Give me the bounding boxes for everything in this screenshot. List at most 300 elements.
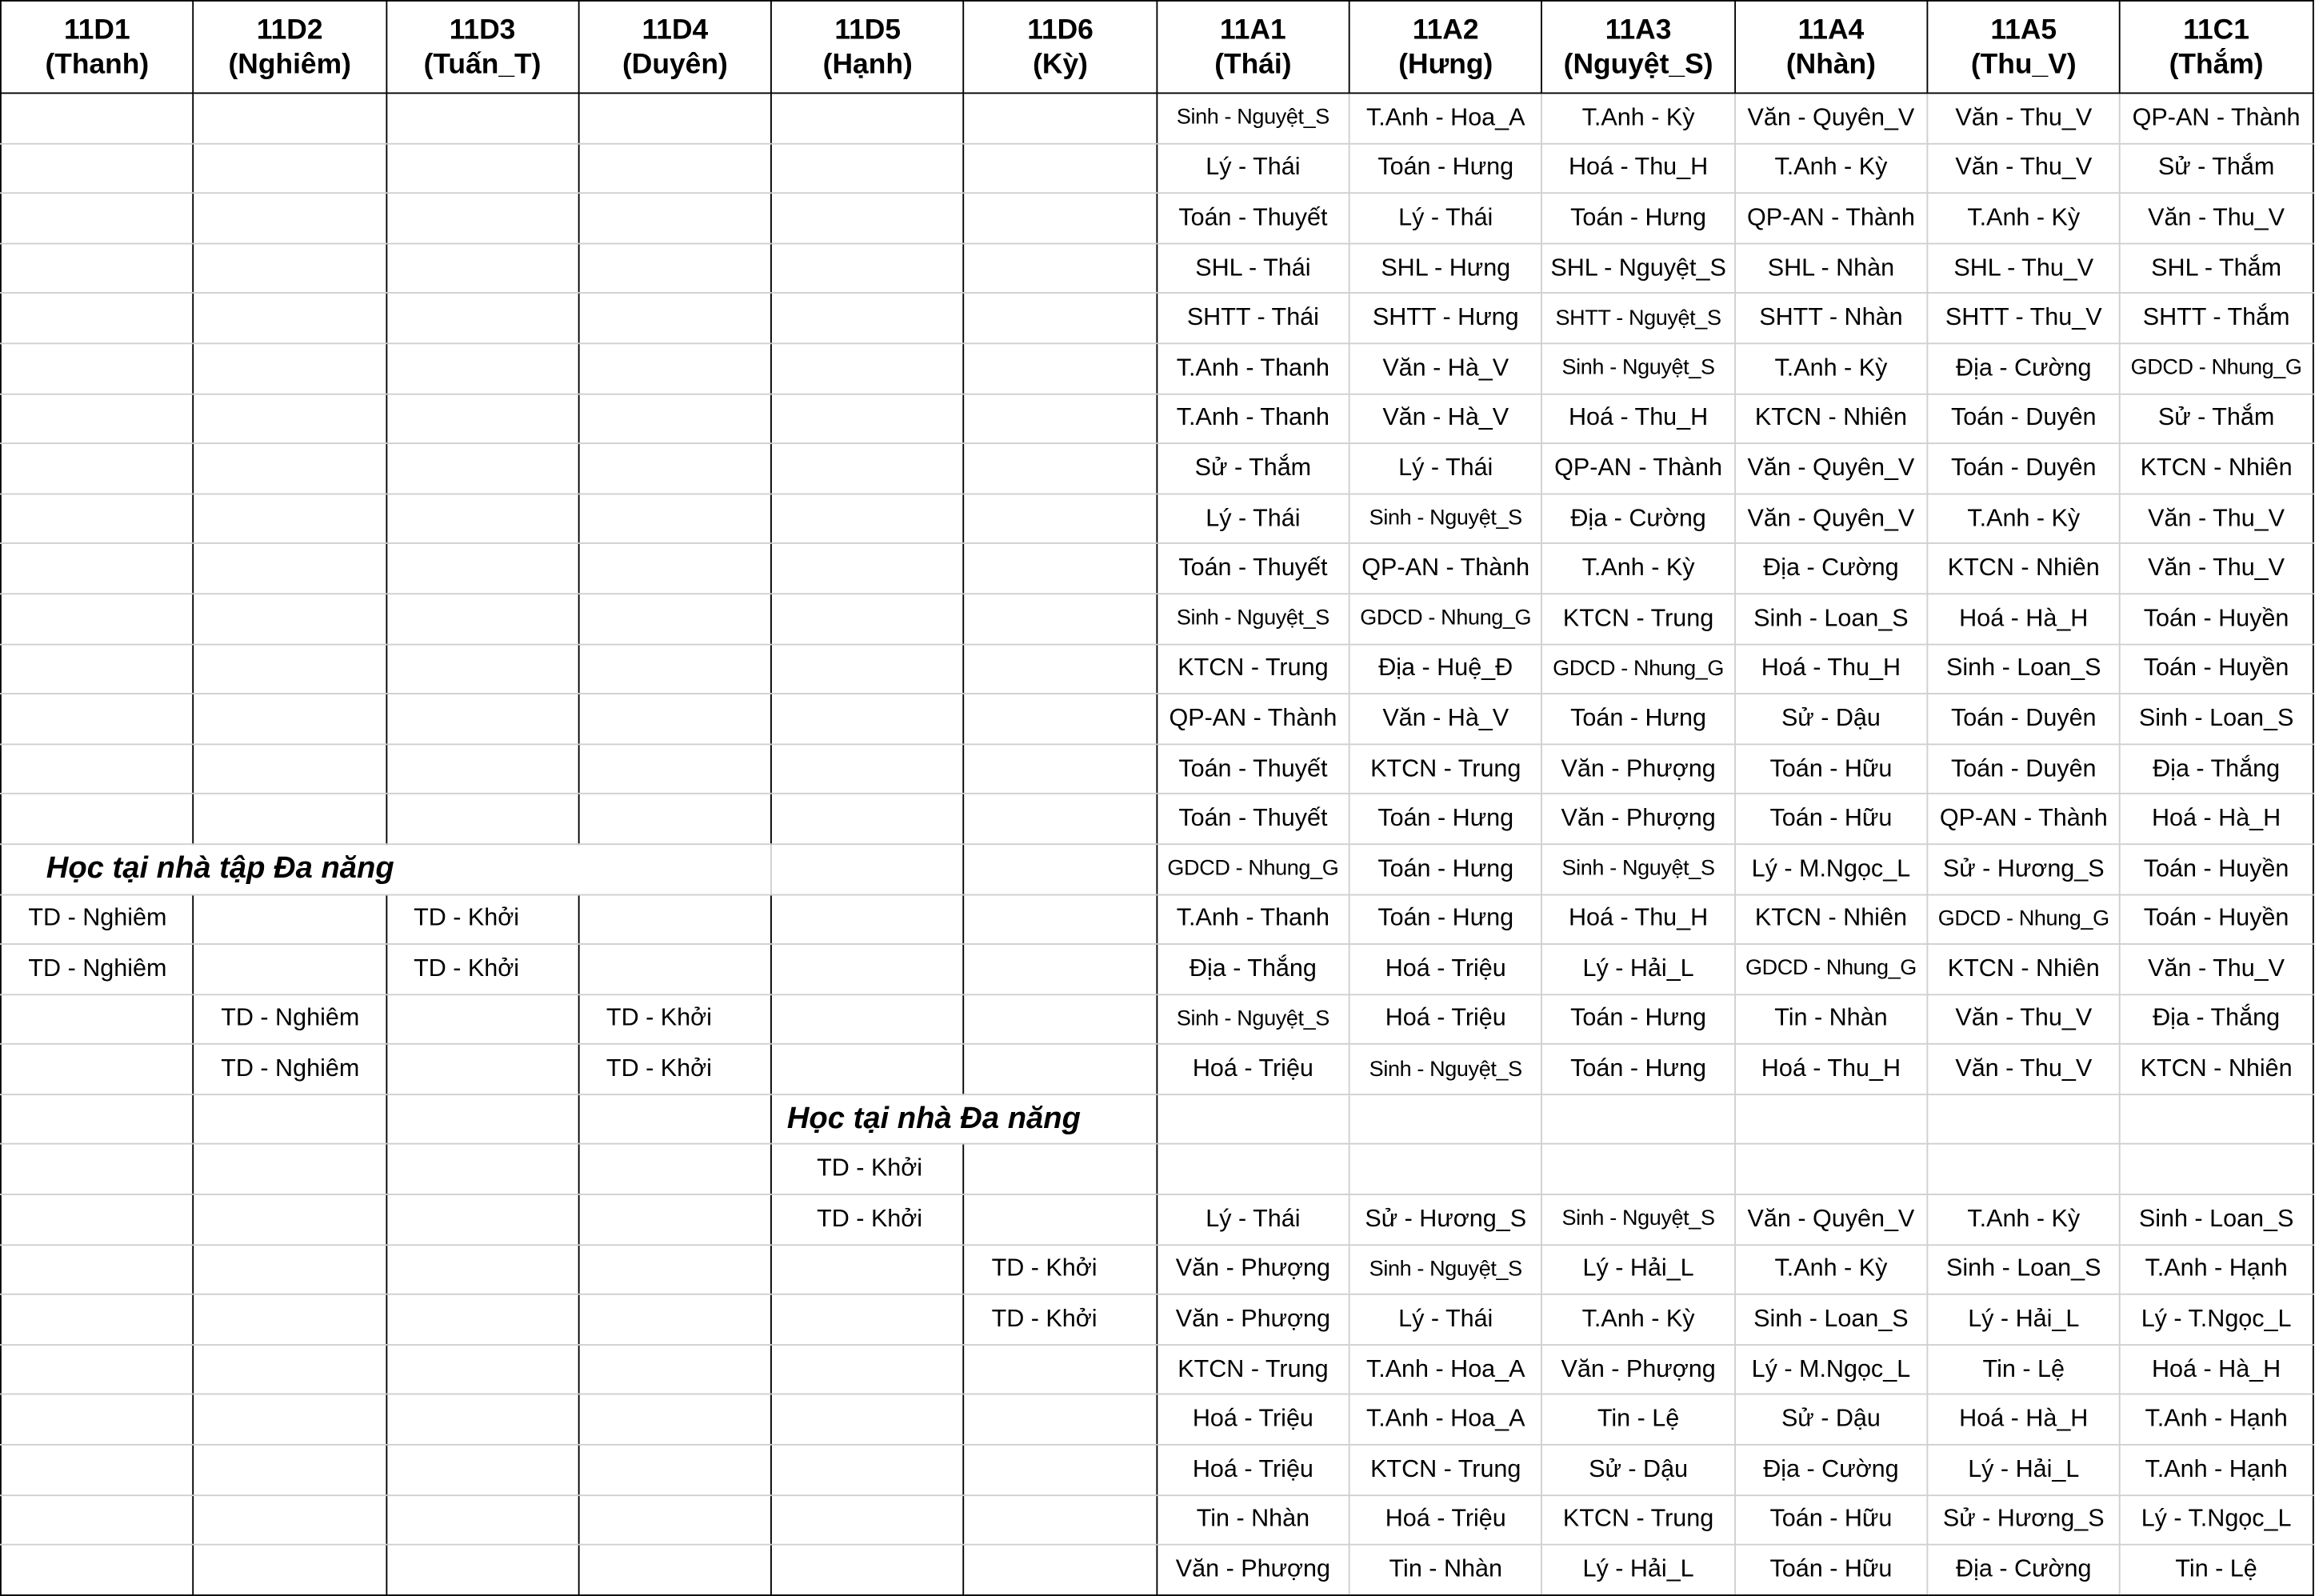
lesson-cell: SHL - Thắm: [2120, 243, 2313, 294]
lesson-cell: Văn - Hà_V: [1349, 343, 1542, 394]
class-code: 11A2: [1412, 14, 1479, 46]
class-header: [386, 1, 579, 93]
lesson-cell: [194, 1094, 386, 1145]
lesson-cell: [771, 794, 964, 844]
lesson-cell: Sinh - Nguyệt_S: [1349, 1245, 1542, 1295]
lesson-cell: Tin - Nhàn: [1735, 994, 1928, 1045]
lesson-cell: [1, 644, 194, 694]
lesson-cell: Văn - Thu_V: [2120, 494, 2313, 544]
lesson-cell: Toán - Hữu: [1735, 744, 1928, 794]
lesson-cell: [578, 544, 771, 594]
table-row: [1, 343, 2313, 394]
lesson-cell: [578, 394, 771, 444]
lesson-cell: [964, 594, 1157, 644]
lesson-cell: [386, 1445, 579, 1495]
lesson-cell: QP-AN - Thành: [1542, 443, 1735, 494]
lesson-cell: [386, 243, 579, 294]
lesson-cell: Sinh - Loan_S: [1927, 1245, 2120, 1295]
lesson-cell: Sinh - Nguyệt_S: [1542, 343, 1735, 394]
lesson-cell: [386, 143, 579, 194]
lesson-cell: Tin - Lệ: [1927, 1345, 2120, 1395]
lesson-cell: QP-AN - Thành: [1735, 194, 1928, 244]
lesson-cell: Văn - Quyên_V: [1735, 443, 1928, 494]
lesson-cell: [1, 93, 194, 143]
lesson-cell: Lý - Thái: [1349, 194, 1542, 244]
lesson-cell: Văn - Thu_V: [1927, 143, 2120, 194]
lesson-cell: [1, 494, 194, 544]
lesson-cell: [1, 1044, 194, 1094]
lesson-cell: [1, 694, 194, 744]
lesson-cell: [578, 1094, 771, 1145]
lesson-cell: SHTT - Thắm: [2120, 294, 2313, 344]
lesson-cell: Toán - Huyền: [2120, 894, 2313, 945]
lesson-cell: T.Anh - Kỳ: [1927, 194, 2120, 244]
table-row: [1, 194, 2313, 244]
lesson-cell: Tin - Lệ: [2120, 1545, 2313, 1595]
lesson-cell: SHL - Thái: [1157, 243, 1349, 294]
lesson-cell: [1, 1345, 194, 1395]
homeroom-teacher: (Hưng): [1398, 48, 1493, 80]
table-row: [1, 1294, 2313, 1345]
lesson-cell: T.Anh - Hoa_A: [1349, 93, 1542, 143]
lesson-cell: [771, 1245, 964, 1295]
lesson-cell: [964, 894, 1157, 945]
lesson-cell: [1, 1144, 194, 1194]
lesson-cell: [964, 93, 1157, 143]
lesson-cell: [964, 143, 1157, 194]
pe-lesson-cell: TD - Nghiêm: [194, 994, 386, 1045]
class-code: 11D2: [256, 14, 323, 46]
lesson-cell: Văn - Thu_V: [2120, 944, 2313, 994]
lesson-cell: [964, 494, 1157, 544]
lesson-cell: [386, 294, 579, 344]
lesson-cell: [771, 894, 964, 945]
lesson-cell: [964, 243, 1157, 294]
lesson-cell: [386, 1044, 579, 1094]
lesson-cell: [194, 1394, 386, 1445]
lesson-cell: Văn - Thu_V: [1927, 1044, 2120, 1094]
class-code: 11A4: [1797, 14, 1865, 46]
lesson-cell: [578, 1194, 771, 1245]
lesson-cell: T.Anh - Hạnh: [2120, 1245, 2313, 1295]
lesson-cell: [578, 1394, 771, 1445]
pe-lesson-cell: TD - Khởi: [964, 1245, 1157, 1295]
lesson-cell: [771, 343, 964, 394]
lesson-cell: [578, 194, 771, 244]
lesson-cell: [578, 1495, 771, 1546]
lesson-cell: [578, 443, 771, 494]
lesson-cell: Lý - M.Ngọc_L: [1735, 844, 1928, 894]
lesson-cell: Văn - Phượng: [1542, 1345, 1735, 1395]
table-row: [1, 894, 2313, 945]
lesson-cell: T.Anh - Thanh: [1157, 894, 1349, 945]
lesson-cell: [964, 1194, 1157, 1245]
lesson-cell: Sinh - Loan_S: [1927, 644, 2120, 694]
lesson-cell: Hoá - Hà_H: [2120, 1345, 2313, 1395]
lesson-cell: Văn - Phượng: [1157, 1294, 1349, 1345]
lesson-cell: KTCN - Nhiên: [1927, 544, 2120, 594]
lesson-cell: T.Anh - Thanh: [1157, 343, 1349, 394]
lesson-cell: [386, 494, 579, 544]
lesson-cell: [386, 194, 579, 244]
lesson-cell: Toán - Thuyết: [1157, 794, 1349, 844]
lesson-cell: [964, 343, 1157, 394]
lesson-cell: [964, 844, 1157, 894]
class-header: [964, 1, 1157, 93]
lesson-cell: [386, 343, 579, 394]
lesson-cell: [1542, 1094, 1735, 1145]
lesson-cell: KTCN - Nhiên: [2120, 443, 2313, 494]
lesson-cell: [194, 494, 386, 544]
table-row: [1, 1445, 2313, 1495]
lesson-cell: Lý - T.Ngọc_L: [2120, 1495, 2313, 1546]
lesson-cell: [771, 844, 964, 894]
lesson-cell: Tin - Nhàn: [1349, 1545, 1542, 1595]
table-row: [1, 1144, 2313, 1194]
lesson-cell: [771, 544, 964, 594]
lesson-cell: SHL - Thu_V: [1927, 243, 2120, 294]
table-row: [1, 1345, 2313, 1395]
class-header: [1157, 1, 1349, 93]
lesson-cell: [1, 1094, 194, 1145]
lesson-cell: [964, 1144, 1157, 1194]
lesson-cell: Lý - Thái: [1349, 1294, 1542, 1345]
lesson-cell: Toán - Hưng: [1349, 894, 1542, 945]
lesson-cell: SHTT - Nhàn: [1735, 294, 1928, 344]
lesson-cell: [578, 1545, 771, 1595]
pe-lesson-cell: TD - Khởi: [771, 1194, 964, 1245]
lesson-cell: [964, 1545, 1157, 1595]
lesson-cell: Hoá - Triệu: [1349, 944, 1542, 994]
lesson-cell: [194, 1545, 386, 1595]
pe-lesson-cell: TD - Khởi: [771, 1144, 964, 1194]
lesson-cell: Văn - Thu_V: [2120, 544, 2313, 594]
lesson-cell: [771, 243, 964, 294]
lesson-cell: [2120, 1094, 2313, 1145]
lesson-cell: [578, 1294, 771, 1345]
lesson-cell: Sử - Hương_S: [1927, 844, 2120, 894]
lesson-cell: [578, 1345, 771, 1395]
lesson-cell: Lý - Hải_L: [1927, 1294, 2120, 1345]
lesson-cell: [194, 1294, 386, 1345]
lesson-cell: Sử - Dậu: [1735, 1394, 1928, 1445]
lesson-cell: Sinh - Loan_S: [1735, 594, 1928, 644]
lesson-cell: [964, 944, 1157, 994]
lesson-cell: GDCD - Nhung_G: [1157, 844, 1349, 894]
lesson-cell: [771, 744, 964, 794]
lesson-cell: [1349, 1094, 1542, 1145]
lesson-cell: [386, 394, 579, 444]
lesson-cell: Lý - Hải_L: [1542, 1545, 1735, 1595]
homeroom-teacher: (Nhàn): [1785, 48, 1876, 80]
lesson-cell: [386, 1094, 579, 1145]
lesson-cell: [194, 343, 386, 394]
lesson-cell: Sinh - Nguyệt_S: [1542, 1194, 1735, 1245]
lesson-cell: [1, 1495, 194, 1546]
lesson-cell: [771, 1294, 964, 1345]
lesson-cell: Toán - Hưng: [1542, 194, 1735, 244]
homeroom-teacher: (Hạnh): [822, 48, 913, 80]
table-row: [1, 143, 2313, 194]
lesson-cell: [386, 1495, 579, 1546]
lesson-cell: [1735, 1144, 1928, 1194]
lesson-cell: T.Anh - Hạnh: [2120, 1394, 2313, 1445]
table-row: [1, 794, 2313, 844]
lesson-cell: [1, 443, 194, 494]
lesson-cell: [771, 1044, 964, 1094]
lesson-cell: T.Anh - Hoa_A: [1349, 1394, 1542, 1445]
lesson-cell: KTCN - Trung: [1349, 1445, 1542, 1495]
lesson-cell: [578, 744, 771, 794]
lesson-cell: [1735, 1094, 1928, 1145]
lesson-cell: [578, 143, 771, 194]
class-header: [1735, 1, 1928, 93]
lesson-cell: Sinh - Nguyệt_S: [1542, 844, 1735, 894]
class-header: [1349, 1, 1542, 93]
table-row: [1, 494, 2313, 544]
lesson-cell: KTCN - Nhiên: [2120, 1044, 2313, 1094]
table-row: [1, 544, 2313, 594]
lesson-cell: Sinh - Loan_S: [2120, 694, 2313, 744]
lesson-cell: GDCD - Nhung_G: [1349, 594, 1542, 644]
homeroom-teacher: (Kỳ): [1033, 48, 1088, 80]
table-row: [1, 243, 2313, 294]
lesson-cell: Hoá - Thu_H: [1542, 143, 1735, 194]
lesson-cell: Sử - Hương_S: [1349, 1194, 1542, 1245]
homeroom-teacher: (Thu_V): [1970, 48, 2077, 80]
lesson-cell: [771, 694, 964, 744]
lesson-cell: T.Anh - Thanh: [1157, 394, 1349, 444]
table-row: [1, 1094, 2313, 1145]
lesson-cell: [1, 194, 194, 244]
lesson-cell: Địa - Cường: [1542, 494, 1735, 544]
lesson-cell: Văn - Quyên_V: [1735, 93, 1928, 143]
lesson-cell: [771, 143, 964, 194]
lesson-cell: Văn - Phượng: [1157, 1245, 1349, 1295]
lesson-cell: SHL - Nguyệt_S: [1542, 243, 1735, 294]
class-code: 11A1: [1220, 14, 1286, 46]
lesson-cell: Toán - Hưng: [1349, 844, 1542, 894]
lesson-cell: KTCN - Trung: [1542, 1495, 1735, 1546]
lesson-cell: [1157, 1144, 1349, 1194]
lesson-cell: [386, 1345, 579, 1395]
lesson-cell: Toán - Hưng: [1542, 1044, 1735, 1094]
lesson-cell: [386, 794, 579, 844]
table-row: [1, 93, 2313, 143]
lesson-cell: Sinh - Nguyệt_S: [1349, 494, 1542, 544]
lesson-cell: Tin - Lệ: [1542, 1394, 1735, 1445]
table-row: [1, 1545, 2313, 1595]
lesson-cell: T.Anh - Kỳ: [1542, 1294, 1735, 1345]
lesson-cell: Sử - Hương_S: [1927, 1495, 2120, 1546]
lesson-cell: [1542, 1144, 1735, 1194]
lesson-cell: KTCN - Nhiên: [1735, 894, 1928, 945]
lesson-cell: Toán - Hưng: [1349, 143, 1542, 194]
lesson-cell: Hoá - Triệu: [1157, 1044, 1349, 1094]
lesson-cell: [1, 1394, 194, 1445]
lesson-cell: [194, 944, 386, 994]
lesson-cell: Lý - T.Ngọc_L: [2120, 1294, 2313, 1345]
lesson-cell: Toán - Hữu: [1735, 1545, 1928, 1595]
lesson-cell: [771, 944, 964, 994]
lesson-cell: QP-AN - Thành: [1927, 794, 2120, 844]
lesson-cell: [578, 944, 771, 994]
lesson-cell: [578, 1245, 771, 1295]
lesson-cell: [1, 1294, 194, 1345]
lesson-cell: [964, 694, 1157, 744]
lesson-cell: Lý - Thái: [1157, 143, 1349, 194]
lesson-cell: KTCN - Trung: [1542, 594, 1735, 644]
table-row: [1, 294, 2313, 344]
lesson-cell: GDCD - Nhung_G: [1542, 644, 1735, 694]
lesson-cell: [1, 994, 194, 1045]
lesson-cell: Văn - Thu_V: [1927, 994, 2120, 1045]
table-row: [1, 844, 2313, 894]
class-header: [1927, 1, 2120, 93]
lesson-cell: Toán - Huyền: [2120, 594, 2313, 644]
lesson-cell: [964, 394, 1157, 444]
venue-note: Học tại nhà tập Đa năng: [1, 844, 771, 894]
lesson-cell: Văn - Phượng: [1157, 1545, 1349, 1595]
lesson-cell: [194, 93, 386, 143]
lesson-cell: [1, 544, 194, 594]
lesson-cell: T.Anh - Hạnh: [2120, 1445, 2313, 1495]
lesson-cell: [194, 1144, 386, 1194]
lesson-cell: [194, 644, 386, 694]
lesson-cell: [194, 294, 386, 344]
lesson-cell: [386, 1294, 579, 1345]
lesson-cell: [578, 1445, 771, 1495]
lesson-cell: Hoá - Hà_H: [2120, 794, 2313, 844]
lesson-cell: [194, 594, 386, 644]
lesson-cell: [386, 694, 579, 744]
lesson-cell: Sinh - Nguyệt_S: [1157, 994, 1349, 1045]
lesson-cell: [771, 294, 964, 344]
lesson-cell: Hoá - Thu_H: [1542, 894, 1735, 945]
lesson-cell: [386, 1194, 579, 1245]
lesson-cell: KTCN - Trung: [1349, 744, 1542, 794]
lesson-cell: [771, 1445, 964, 1495]
lesson-cell: [194, 1245, 386, 1295]
lesson-cell: [386, 744, 579, 794]
lesson-cell: [1, 744, 194, 794]
lesson-cell: Toán - Hưng: [1542, 694, 1735, 744]
table-row: [1, 1394, 2313, 1445]
lesson-cell: T.Anh - Kỳ: [1927, 1194, 2120, 1245]
lesson-cell: [194, 443, 386, 494]
lesson-cell: [771, 1394, 964, 1445]
lesson-cell: [964, 994, 1157, 1045]
lesson-cell: [964, 443, 1157, 494]
lesson-cell: [964, 194, 1157, 244]
lesson-cell: Toán - Hưng: [1542, 994, 1735, 1045]
lesson-cell: Sinh - Nguyệt_S: [1349, 1044, 1542, 1094]
lesson-cell: [964, 1445, 1157, 1495]
lesson-cell: Sử - Dậu: [1735, 694, 1928, 744]
lesson-cell: [771, 1495, 964, 1546]
lesson-cell: Toán - Hữu: [1735, 794, 1928, 844]
lesson-cell: [386, 1394, 579, 1445]
lesson-cell: [194, 794, 386, 844]
lesson-cell: [1, 1445, 194, 1495]
lesson-cell: [1, 594, 194, 644]
lesson-cell: [194, 544, 386, 594]
lesson-cell: GDCD - Nhung_G: [1735, 944, 1928, 994]
lesson-cell: SHTT - Thái: [1157, 294, 1349, 344]
lesson-cell: [578, 243, 771, 294]
class-header: [1, 1, 194, 93]
homeroom-teacher: (Thắm): [2169, 48, 2264, 80]
lesson-cell: Lý - Thái: [1349, 443, 1542, 494]
class-code: 11D4: [642, 14, 709, 46]
homeroom-teacher: (Duyên): [622, 48, 728, 80]
lesson-cell: Địa - Thắng: [1157, 944, 1349, 994]
header-row: [1, 1, 2313, 93]
lesson-cell: T.Anh - Kỳ: [1542, 93, 1735, 143]
lesson-cell: T.Anh - Kỳ: [1927, 494, 2120, 544]
venue-note: Học tại nhà Đa năng: [771, 1094, 1157, 1145]
table-row: [1, 644, 2313, 694]
lesson-cell: [386, 544, 579, 594]
lesson-cell: [964, 644, 1157, 694]
lesson-cell: Toán - Hữu: [1735, 1495, 1928, 1546]
lesson-cell: Sinh - Nguyệt_S: [1157, 594, 1349, 644]
lesson-cell: [194, 1445, 386, 1495]
lesson-cell: Toán - Thuyết: [1157, 544, 1349, 594]
lesson-cell: [194, 744, 386, 794]
lesson-cell: KTCN - Nhiên: [1735, 394, 1928, 444]
pe-lesson-cell: TD - Khởi: [964, 1294, 1157, 1345]
lesson-cell: Sử - Thắm: [2120, 143, 2313, 194]
lesson-cell: [964, 1345, 1157, 1395]
lesson-cell: Địa - Cường: [1927, 1545, 2120, 1595]
class-header: [1542, 1, 1735, 93]
lesson-cell: [194, 394, 386, 444]
lesson-cell: [1, 294, 194, 344]
lesson-cell: Văn - Quyên_V: [1735, 1194, 1928, 1245]
lesson-cell: [1, 394, 194, 444]
lesson-cell: T.Anh - Hoa_A: [1349, 1345, 1542, 1395]
lesson-cell: Hoá - Hà_H: [1927, 1394, 2120, 1445]
class-code: 11D5: [834, 14, 902, 46]
homeroom-teacher: (Nguyệt_S): [1563, 48, 1713, 80]
lesson-cell: [194, 194, 386, 244]
class-header: [578, 1, 771, 93]
lesson-cell: [1157, 1094, 1349, 1145]
lesson-cell: [1, 343, 194, 394]
table-row: [1, 694, 2313, 744]
lesson-cell: [771, 594, 964, 644]
lesson-cell: Hoá - Hà_H: [1927, 594, 2120, 644]
lesson-cell: Văn - Hà_V: [1349, 394, 1542, 444]
lesson-cell: Hoá - Thu_H: [1542, 394, 1735, 444]
lesson-cell: [194, 1345, 386, 1395]
lesson-cell: [771, 1545, 964, 1595]
lesson-cell: Địa - Huệ_Đ: [1349, 644, 1542, 694]
lesson-cell: GDCD - Nhung_G: [1927, 894, 2120, 945]
table-row: [1, 443, 2313, 494]
lesson-cell: [771, 194, 964, 244]
lesson-cell: [386, 93, 579, 143]
pe-lesson-cell: TD - Nghiêm: [1, 944, 194, 994]
lesson-cell: [964, 294, 1157, 344]
lesson-cell: [771, 394, 964, 444]
pe-lesson-cell: TD - Nghiêm: [194, 1044, 386, 1094]
homeroom-teacher: (Thái): [1214, 48, 1292, 80]
table-row: [1, 994, 2313, 1045]
lesson-cell: QP-AN - Thành: [1349, 544, 1542, 594]
lesson-cell: Văn - Quyên_V: [1735, 494, 1928, 544]
